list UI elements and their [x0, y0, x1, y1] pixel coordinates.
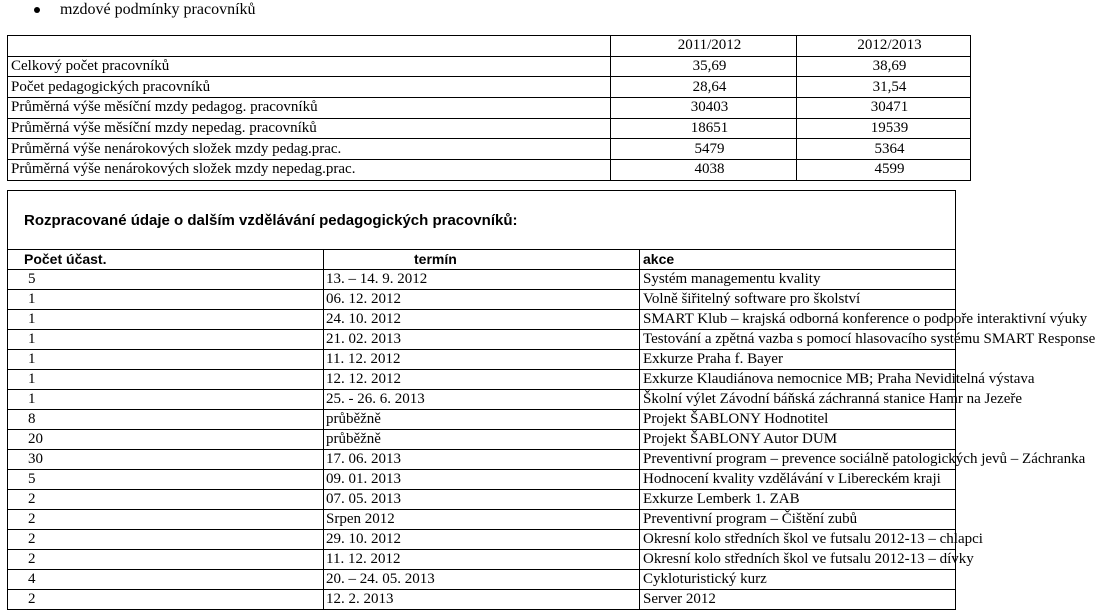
- training-action: Okresní kolo středních škol ve futsalu 2012-13 – dívky: [640, 550, 956, 570]
- training-row: [8, 430, 956, 450]
- training-row: [8, 450, 956, 470]
- stats-value-2012: 38,69: [797, 56, 971, 77]
- training-action: Server 2012: [640, 590, 956, 610]
- training-date: 29. 10. 2012: [324, 530, 640, 550]
- training-row: [8, 550, 956, 570]
- stats-value-2011: 4038: [611, 160, 797, 181]
- stats-row: [8, 98, 971, 119]
- training-row: [8, 390, 956, 410]
- training-row: [8, 530, 956, 550]
- stats-value-2011: 5479: [611, 139, 797, 160]
- participant-count: 5: [8, 470, 324, 490]
- training-date: 11. 12. 2012: [324, 550, 640, 570]
- training-date: 09. 01. 2013: [324, 470, 640, 490]
- training-date: průběžně: [324, 410, 640, 430]
- training-action: Preventivní program – Čištění zubů: [640, 510, 956, 530]
- training-date: 13. – 14. 9. 2012: [324, 270, 640, 290]
- bullet-text: mzdové podmínky pracovníků: [60, 1, 256, 18]
- header-action: akce: [640, 250, 956, 270]
- training-date: 17. 06. 2013: [324, 450, 640, 470]
- participant-count: 2: [8, 590, 324, 610]
- stats-row: [8, 77, 971, 98]
- training-row: [8, 270, 956, 290]
- stats-row: [8, 56, 971, 77]
- training-action: SMART Klub – krajská odborná konference o podpoře interaktivní výuky: [640, 310, 956, 330]
- training-action: Okresní kolo středních škol ve futsalu 2012-13 – chlapci: [640, 530, 956, 550]
- training-header-row: [8, 250, 956, 270]
- participant-count: 2: [8, 550, 324, 570]
- participant-count: 2: [8, 490, 324, 510]
- training-date: Srpen 2012: [324, 510, 640, 530]
- training-date: průběžně: [324, 430, 640, 450]
- header-count: Počet účast.: [8, 250, 324, 270]
- training-row: [8, 370, 956, 390]
- stats-value-2011: 18651: [611, 118, 797, 139]
- stats-label: Celkový počet pracovníků: [8, 56, 611, 77]
- training-row: [8, 290, 956, 310]
- stats-value-2012: 5364: [797, 139, 971, 160]
- stats-row: [8, 118, 971, 139]
- participant-count: 1: [8, 390, 324, 410]
- stats-value-2011: 30403: [611, 98, 797, 119]
- training-action: Preventivní program – prevence sociálně patologických jevů – Záchranka: [640, 450, 956, 470]
- training-action: Testování a zpětná vazba s pomocí hlasovacího systému SMART Response: [640, 330, 956, 350]
- bullet-dot-icon: [34, 7, 40, 13]
- training-date: 24. 10. 2012: [324, 310, 640, 330]
- training-date: 21. 02. 2013: [324, 330, 640, 350]
- training-row: [8, 410, 956, 430]
- stats-label: Počet pedagogických pracovníků: [8, 77, 611, 98]
- training-action: Hodnocení kvality vzdělávání v Libereckém kraji: [640, 470, 956, 490]
- stats-value-2011: 28,64: [611, 77, 797, 98]
- stats-label: Průměrná výše nenárokových složek mzdy nepedag.prac.: [8, 160, 611, 181]
- stats-header-year-2: 2012/2013: [797, 36, 971, 57]
- training-date: 06. 12. 2012: [324, 290, 640, 310]
- participant-count: 1: [8, 370, 324, 390]
- stats-header-label: [8, 36, 611, 57]
- stats-row: [8, 160, 971, 181]
- participant-count: 1: [8, 310, 324, 330]
- stats-label: Průměrná výše měsíční mzdy nepedag. pracovníků: [8, 118, 611, 139]
- participant-count: 8: [8, 410, 324, 430]
- training-action: Exkurze Praha f. Bayer: [640, 350, 956, 370]
- training-action: Exkurze Klaudiánova nemocnice MB; Praha Neviditelná výstava: [640, 370, 956, 390]
- training-row: [8, 590, 956, 610]
- participant-count: 20: [8, 430, 324, 450]
- stats-value-2012: 30471: [797, 98, 971, 119]
- training-date: 20. – 24. 05. 2013: [324, 570, 640, 590]
- participant-count: 4: [8, 570, 324, 590]
- training-row: [8, 350, 956, 370]
- training-action: Projekt ŠABLONY Hodnotitel: [640, 410, 956, 430]
- salary-stats-table: [7, 35, 971, 181]
- training-title-row: [8, 191, 956, 250]
- participant-count: 30: [8, 450, 324, 470]
- stats-value-2012: 19539: [797, 118, 971, 139]
- training-action: Cykloturistický kurz: [640, 570, 956, 590]
- training-table: [7, 190, 1095, 610]
- header-date: termín: [324, 250, 640, 270]
- training-action: Školní výlet Závodní báňská záchranná stanice Hamr na Jezeře: [640, 390, 956, 410]
- training-date: 11. 12. 2012: [324, 350, 640, 370]
- participant-count: 5: [8, 270, 324, 290]
- participant-count: 2: [8, 530, 324, 550]
- training-date: 25. - 26. 6. 2013: [324, 390, 640, 410]
- stats-row: [8, 139, 971, 160]
- training-date: 12. 12. 2012: [324, 370, 640, 390]
- training-row: [8, 490, 956, 510]
- participant-count: 1: [8, 330, 324, 350]
- participant-count: 2: [8, 510, 324, 530]
- training-row: [8, 310, 956, 330]
- stats-label: Průměrná výše nenárokových složek mzdy pedag.prac.: [8, 139, 611, 160]
- training-action: Projekt ŠABLONY Autor DUM: [640, 430, 956, 450]
- training-row: [8, 470, 956, 490]
- training-action: Exkurze Lemberk 1. ZAB: [640, 490, 956, 510]
- stats-value-2012: 4599: [797, 160, 971, 181]
- stats-label: Průměrná výše měsíční mzdy pedagog. pracovníků: [8, 98, 611, 119]
- training-date: 07. 05. 2013: [324, 490, 640, 510]
- stats-header-year-1: 2011/2012: [611, 36, 797, 57]
- training-action: Volně šiřitelný software pro školství: [640, 290, 956, 310]
- training-title: Rozpracované údaje o dalším vzdělávání pedagogických pracovníků:: [8, 191, 956, 250]
- training-row: [8, 570, 956, 590]
- participant-count: 1: [8, 350, 324, 370]
- stats-value-2012: 31,54: [797, 77, 971, 98]
- training-row: [8, 510, 956, 530]
- participant-count: 1: [8, 290, 324, 310]
- training-action: Systém managementu kvality: [640, 270, 956, 290]
- stats-header-row: [8, 36, 971, 57]
- training-row: [8, 330, 956, 350]
- stats-value-2011: 35,69: [611, 56, 797, 77]
- training-date: 12. 2. 2013: [324, 590, 640, 610]
